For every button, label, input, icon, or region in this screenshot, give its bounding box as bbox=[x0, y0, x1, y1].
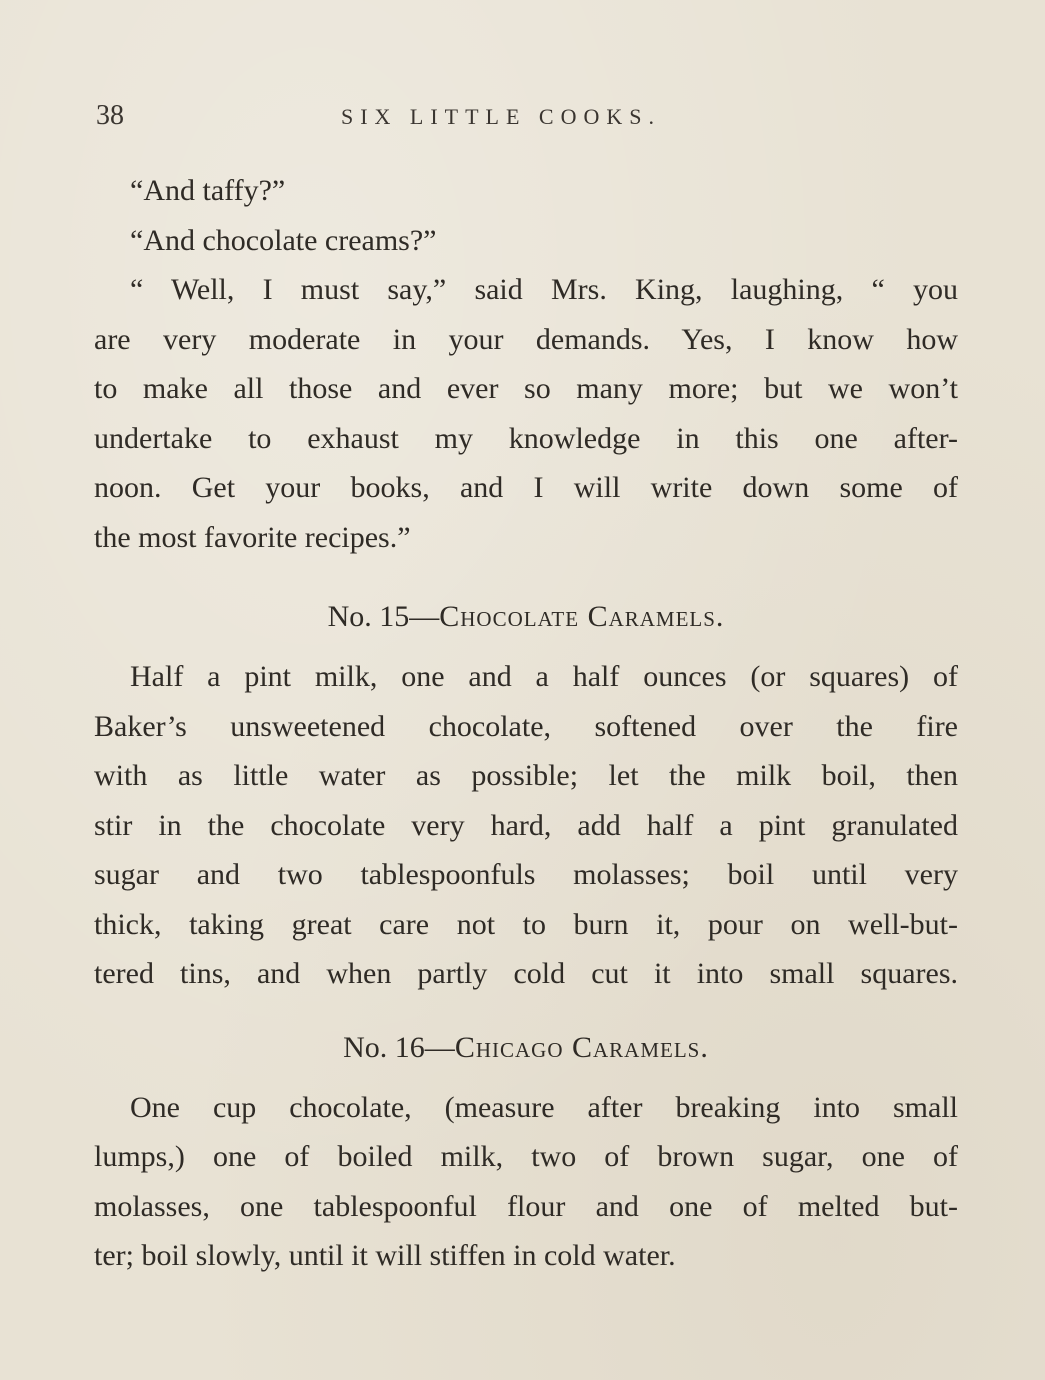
dialogue-line: are very moderate in your demands. Yes, I know how bbox=[94, 322, 958, 356]
dialogue-line: “ Well, I must say,” said Mrs. King, laughing, “ you bbox=[130, 273, 958, 306]
dialogue-line: “And chocolate creams?” bbox=[130, 223, 437, 257]
dialogue-line: undertake to exhaust my knowledge in this one after- bbox=[94, 421, 958, 455]
recipe-line: ter; boil slowly, until it will stiffen in cold water. bbox=[94, 1239, 676, 1272]
dialogue-line: the most favorite recipes.” bbox=[94, 520, 411, 554]
recipe-number: No. 16— bbox=[343, 1030, 455, 1064]
book-title: SIX LITTLE COOKS. bbox=[340, 104, 662, 129]
recipe-name: Chicago Caramels. bbox=[454, 1030, 709, 1064]
recipe-line: lumps,) one of boiled milk, two of brown sugar, one of bbox=[94, 1140, 958, 1173]
recipe-line: molasses, one tablespoonful flour and one of melted but- bbox=[94, 1189, 958, 1223]
recipe-line: sugar and two tablespoonfuls molasses; boil until very bbox=[94, 858, 958, 891]
recipe-line: One cup chocolate, (measure after breaking into small bbox=[130, 1090, 958, 1124]
recipe-line: Baker’s unsweetened chocolate, softened over the fire bbox=[94, 709, 958, 743]
page-text bbox=[94, 166, 958, 1281]
recipe-line: Half a pint milk, one and a half ounces (or squares) of bbox=[130, 660, 958, 693]
dialogue-line: “And taffy?” bbox=[130, 174, 286, 207]
page-number: 38 bbox=[96, 100, 124, 131]
recipe-line: tered tins, and when partly cold cut it into small squares. bbox=[94, 957, 958, 990]
recipe-line: with as little water as possible; let the milk boil, then bbox=[94, 759, 958, 792]
running-head bbox=[96, 100, 956, 140]
recipe-line: thick, taking great care not to burn it, pour on well-but- bbox=[94, 907, 958, 941]
recipe-number: No. 15— bbox=[327, 600, 440, 633]
recipe-name: Chocolate Caramels. bbox=[439, 600, 725, 633]
recipe-heading-15 bbox=[94, 600, 958, 634]
recipe-line: stir in the chocolate very hard, add half a pint granulated bbox=[94, 808, 958, 842]
dialogue-line: to make all those and ever so many more; but we won’t bbox=[94, 372, 958, 405]
recipe-heading-16 bbox=[94, 1031, 958, 1065]
dialogue-line: noon. Get your books, and I will write down some of bbox=[94, 471, 958, 504]
